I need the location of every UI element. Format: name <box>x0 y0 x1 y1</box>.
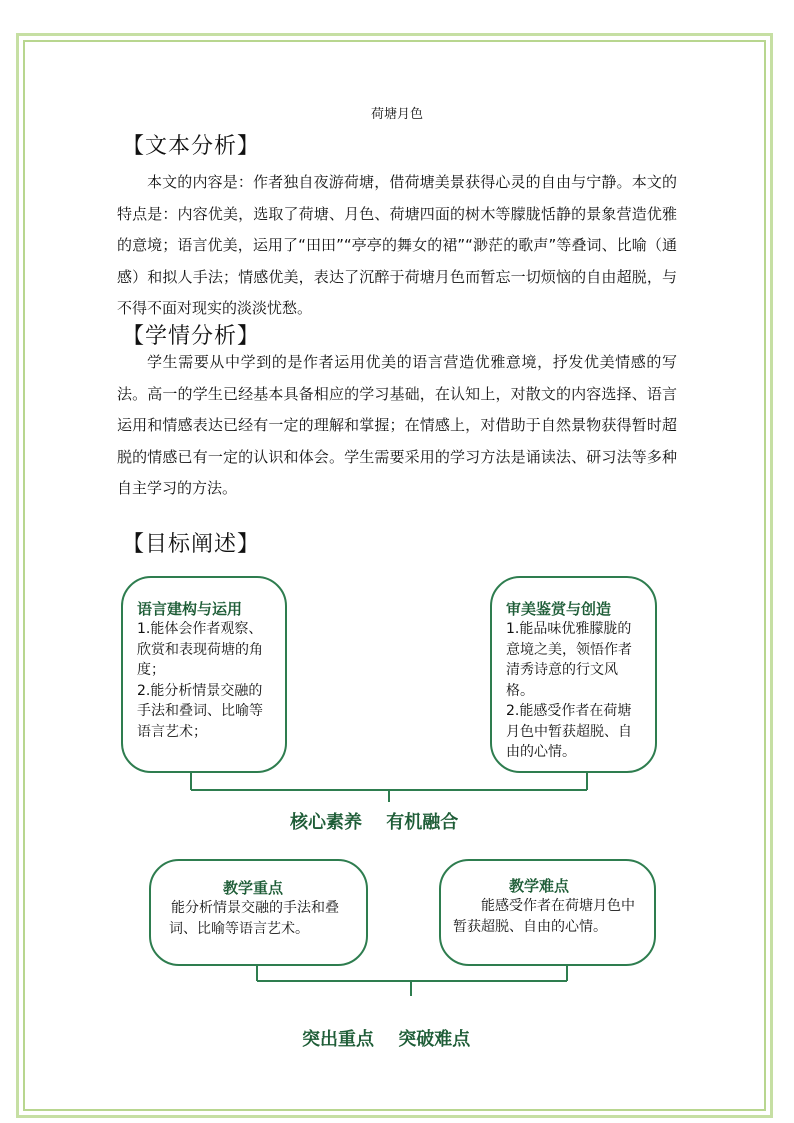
key-box-difficulty <box>439 859 656 966</box>
key-box-difficulty-title: 教学难点 <box>509 877 570 895</box>
heading-text-analysis: 【文本分析】 <box>122 134 261 159</box>
key-box-difficulty-text: 能感受作者在荷塘月色中暂获超脱、自由的心情。 <box>453 898 635 935</box>
key-box-focus-title: 教学重点 <box>223 879 284 897</box>
goal-box-language-line-2: 2.能分析情景交融的手法和叠词、比喻等语言艺术； <box>137 682 263 740</box>
goal-box-aesthetic-title: 审美鉴赏与创造 <box>506 600 612 618</box>
core-summary-text: 核心素养 有机融合 <box>290 812 459 833</box>
heading-student-analysis: 【学情分析】 <box>122 324 261 349</box>
goal-box-aesthetic-line-1: 1.能品味优雅朦胧的意境之美，领悟作者清秀诗意的行文风格。 <box>506 621 632 699</box>
goal-box-aesthetic-line-2: 2.能感受作者在荷塘月色中暂获超脱、自由的心情。 <box>506 703 632 760</box>
paragraph-text-analysis: 本文的内容是：作者独自夜游荷塘，借荷塘美景获得心灵的自由与宁静。本文的特点是：内容优美，选取了荷塘、月色、荷塘四面的树木等朦胧恬静的景象营造优雅的意境；语言优美，运用了“田田”“亭亭的舞女的裙”“渺茫的歌声”等叠词、比喻（通感）和拟人手法；情感优美，表达了沉醉于荷塘月色而暂忘一切烦恼的自由超脱，与不得不面对现实的淡淡忧愁。 <box>117 173 677 317</box>
heading-goals: 【目标阐述】 <box>122 532 261 557</box>
key-box-focus <box>149 859 368 966</box>
goal-box-language-line-1: 1.能体会作者观察、欣赏和表现荷塘的角度； <box>137 621 263 678</box>
document-title: 荷塘月色 <box>370 107 423 122</box>
key-summary-text: 突出重点 突破难点 <box>302 1029 471 1050</box>
paragraph-student-analysis: 学生需要从中学到的是作者运用优美的语言营造优雅意境，抒发优美情感的写法。高一的学生已经基本具备相应的学习基础，在认知上，对散文的内容选择、语言运用和情感表达已经有一定的理解和掌握；在情感上，对借助于自然景物获得暂时超脱的情感已有一定的认识和体会。学生需要采用的学习方法是诵读法、研习法等多种自主学习的方法。 <box>117 353 677 497</box>
key-box-focus-text: 能分析情景交融的手法和叠词、比喻等语言艺术。 <box>169 900 339 937</box>
goal-box-language-title: 语言建构与运用 <box>137 600 243 618</box>
